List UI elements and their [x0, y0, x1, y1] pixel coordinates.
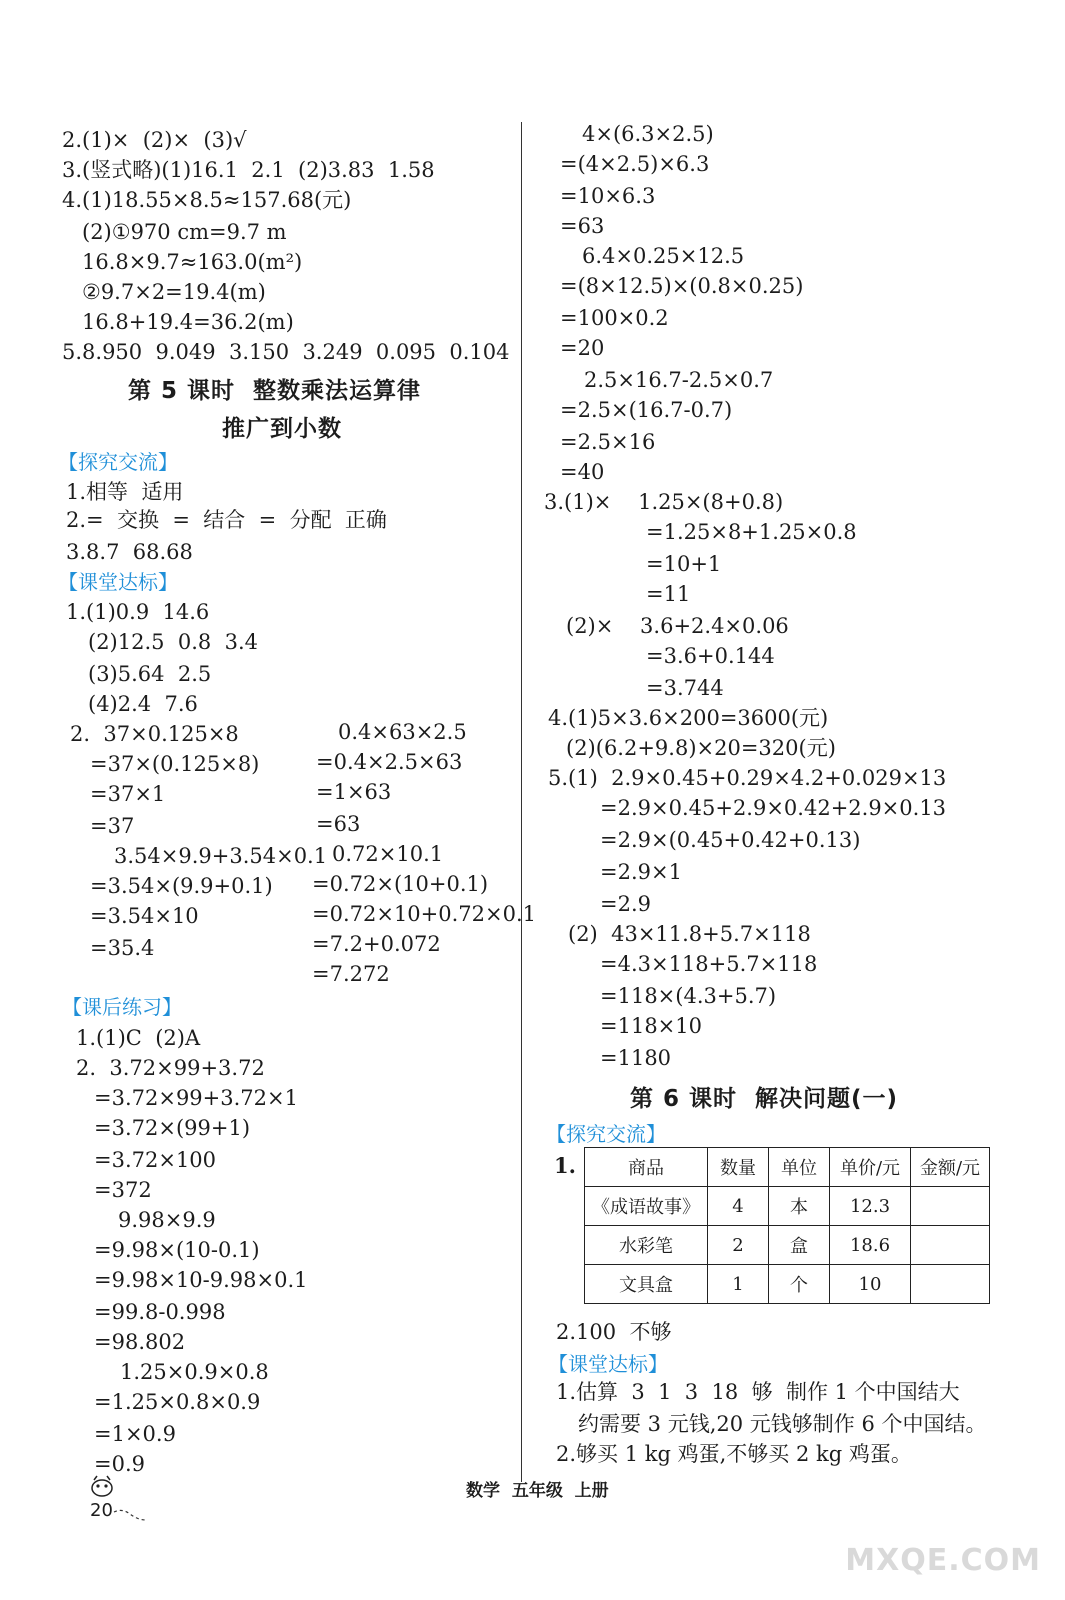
answer-line: =1180	[600, 1046, 672, 1070]
table-cell	[911, 1187, 990, 1226]
answer-line: =2.9×(0.45+0.42+0.13)	[600, 828, 861, 852]
table-cell: 《成语故事》	[585, 1187, 708, 1226]
answer-line: (2)× 3.6+2.4×0.06	[566, 614, 789, 638]
answer-line: =3.54×(9.9+0.1)	[90, 874, 273, 898]
answer-line: 2.够买 1 kg 鸡蛋,不够买 2 kg 鸡蛋。	[556, 1442, 912, 1466]
answer-line: 2.= 交换 = 结合 = 分配 正确	[66, 508, 387, 532]
answer-line: 3.54×9.9+3.54×0.1	[114, 844, 328, 868]
answer-line: =0.72×10+0.72×0.1	[312, 902, 537, 926]
answer-line: =98.802	[94, 1330, 186, 1354]
lesson-5-title-line2: 推广到小数	[222, 416, 342, 442]
table-row	[585, 1187, 990, 1226]
footer-subject: 数学 五年级 上册	[466, 1481, 609, 1501]
answer-line: 2.5×16.7-2.5×0.7	[584, 368, 774, 392]
answer-line: 3.(1)× 1.25×(8+0.8)	[544, 490, 784, 514]
answer-line: 4×(6.3×2.5)	[582, 122, 714, 146]
answer-line: =2.5×(16.7-0.7)	[560, 398, 733, 422]
table-cell: 个	[769, 1265, 830, 1304]
answer-line: (2)12.5 0.8 3.4	[88, 630, 258, 654]
answer-line: 2.(1)× (2)× (3)√	[62, 128, 247, 152]
answer-line: 2. 3.72×99+3.72	[76, 1056, 265, 1080]
answer-line: (2) 43×11.8+5.7×118	[568, 922, 811, 946]
answer-line: 6.4×0.25×12.5	[582, 244, 745, 268]
answer-line: 16.8×9.7≈163.0(m²)	[82, 250, 303, 274]
page-number: 20	[90, 1500, 113, 1521]
answer-line: =3.72×100	[94, 1148, 217, 1172]
answer-line: =3.54×10	[90, 904, 199, 928]
answer-line: =4.3×118+5.7×118	[600, 952, 818, 976]
answer-line: =3.72×99+3.72×1	[94, 1086, 298, 1110]
answer-line: =37	[90, 814, 135, 838]
answer-line: =100×0.2	[560, 306, 669, 330]
answer-line: =3.72×(99+1)	[94, 1116, 251, 1140]
table-header: 数量	[708, 1148, 769, 1187]
answer-line: ②9.7×2=19.4(m)	[82, 280, 266, 304]
answer-line: =1×63	[316, 780, 392, 804]
answer-line: 3.8.7 68.68	[66, 540, 193, 564]
table-cell: 1	[708, 1265, 769, 1304]
answer-line: =2.5×16	[560, 430, 656, 454]
footer-swirl	[112, 1506, 148, 1524]
answer-line: =3.6+0.144	[646, 644, 775, 668]
answer-line: =0.4×2.5×63	[316, 750, 463, 774]
table-cell: 4	[708, 1187, 769, 1226]
answer-line: (2)①970 cm=9.7 m	[82, 220, 287, 244]
section-tag-class-left: 【课堂达标】	[58, 570, 178, 594]
answer-line: 5.8.950 9.049 3.150 3.249 0.095 0.104	[62, 340, 510, 364]
table-cell: 18.6	[830, 1226, 911, 1265]
section-tag-class-right: 【课堂达标】	[548, 1352, 668, 1376]
table-cell	[911, 1265, 990, 1304]
answer-line: =1.25×8+1.25×0.8	[646, 520, 857, 544]
answer-line: 1.估算 3 1 3 18 够 制作 1 个中国结大	[556, 1380, 960, 1404]
answer-line: 4.(1)5×3.6×200=3600(元)	[548, 706, 829, 730]
answer-line: =(8×12.5)×(0.8×0.25)	[560, 274, 804, 298]
answer-line: =0.72×(10+0.1)	[312, 872, 489, 896]
answer-line: =7.2+0.072	[312, 932, 441, 956]
table-header: 单价/元	[830, 1148, 911, 1187]
table-cell: 2	[708, 1226, 769, 1265]
answer-line: 9.98×9.9	[118, 1208, 216, 1232]
table-cell: 文具盒	[585, 1265, 708, 1304]
answer-line: 2. 37×0.125×8	[70, 722, 239, 746]
price-table	[584, 1147, 990, 1304]
answer-line: 2.100 不够	[556, 1320, 672, 1344]
answer-line: (3)5.64 2.5	[88, 662, 212, 686]
answer-line: 0.72×10.1	[332, 842, 444, 866]
table-cell: 10	[830, 1265, 911, 1304]
answer-line: =1×0.9	[94, 1422, 176, 1446]
answer-line: (2)(6.2+9.8)×20=320(元)	[566, 736, 836, 760]
section-tag-explore-left: 【探究交流】	[58, 450, 178, 474]
answer-line: =9.98×10-9.98×0.1	[94, 1268, 308, 1292]
answer-line: 1.(1)0.9 14.6	[66, 600, 210, 624]
table-cell: 12.3	[830, 1187, 911, 1226]
table-header: 金额/元	[911, 1148, 990, 1187]
answer-line: =2.9	[600, 892, 651, 916]
column-divider	[521, 122, 522, 1482]
answer-line: =37×(0.125×8)	[90, 752, 260, 776]
table-row	[585, 1226, 990, 1265]
answer-line: 1.25×0.9×0.8	[120, 1360, 269, 1384]
answer-line: =0.9	[94, 1452, 145, 1476]
answer-line: =37×1	[90, 782, 166, 806]
table-header: 商品	[585, 1148, 708, 1187]
answer-line: =11	[646, 582, 691, 606]
answer-line: =63	[560, 214, 605, 238]
answer-line: =3.744	[646, 676, 724, 700]
answer-line: 0.4×63×2.5	[338, 720, 467, 744]
answer-line: =10+1	[646, 552, 722, 576]
answer-line: =35.4	[90, 936, 155, 960]
answer-line: =(4×2.5)×6.3	[560, 152, 710, 176]
answer-line: 1.(1)C (2)A	[76, 1026, 201, 1050]
answer-line: =20	[560, 336, 605, 360]
watermark: MXQE.COM	[845, 1543, 1041, 1578]
answer-line: =40	[560, 460, 605, 484]
table-cell: 盒	[769, 1226, 830, 1265]
answer-line: =10×6.3	[560, 184, 656, 208]
table-cell: 本	[769, 1187, 830, 1226]
table-row	[585, 1265, 990, 1304]
answer-line: =118×10	[600, 1014, 702, 1038]
answer-line: =63	[316, 812, 361, 836]
section-tag-homework: 【课后练习】	[62, 995, 182, 1019]
answer-line: (4)2.4 7.6	[88, 692, 198, 716]
answer-line: 1.相等 适用	[66, 480, 184, 504]
answer-line: 约需要 3 元钱,20 元钱够制作 6 个中国结。	[578, 1412, 987, 1436]
answer-line: 4.(1)18.55×8.5≈157.68(元)	[62, 188, 352, 212]
answer-line: =372	[94, 1178, 152, 1202]
question-1-label: 1.	[554, 1153, 576, 1178]
answer-line: 3.(竖式略)(1)16.1 2.1 (2)3.83 1.58	[62, 158, 435, 182]
table-header: 单位	[769, 1148, 830, 1187]
answer-line: =7.272	[312, 962, 390, 986]
answer-line: =99.8-0.998	[94, 1300, 226, 1324]
answer-line: =2.9×1	[600, 860, 682, 884]
table-cell: 水彩笔	[585, 1226, 708, 1265]
answer-line: =118×(4.3+5.7)	[600, 984, 777, 1008]
lesson-6-title: 第 6 课时 解决问题(一)	[630, 1086, 899, 1112]
table-header-row	[585, 1148, 990, 1187]
lesson-5-title-line1: 第 5 课时 整数乘法运算律	[128, 378, 422, 404]
answer-line: 5.(1) 2.9×0.45+0.29×4.2+0.029×13	[548, 766, 947, 790]
answer-line: =2.9×0.45+2.9×0.42+2.9×0.13	[600, 796, 947, 820]
answer-line: =1.25×0.8×0.9	[94, 1390, 261, 1414]
table-cell	[911, 1226, 990, 1265]
section-tag-explore-right: 【探究交流】	[546, 1122, 666, 1146]
answer-line: =9.98×(10-0.1)	[94, 1238, 260, 1262]
answer-line: 16.8+19.4=36.2(m)	[82, 310, 294, 334]
